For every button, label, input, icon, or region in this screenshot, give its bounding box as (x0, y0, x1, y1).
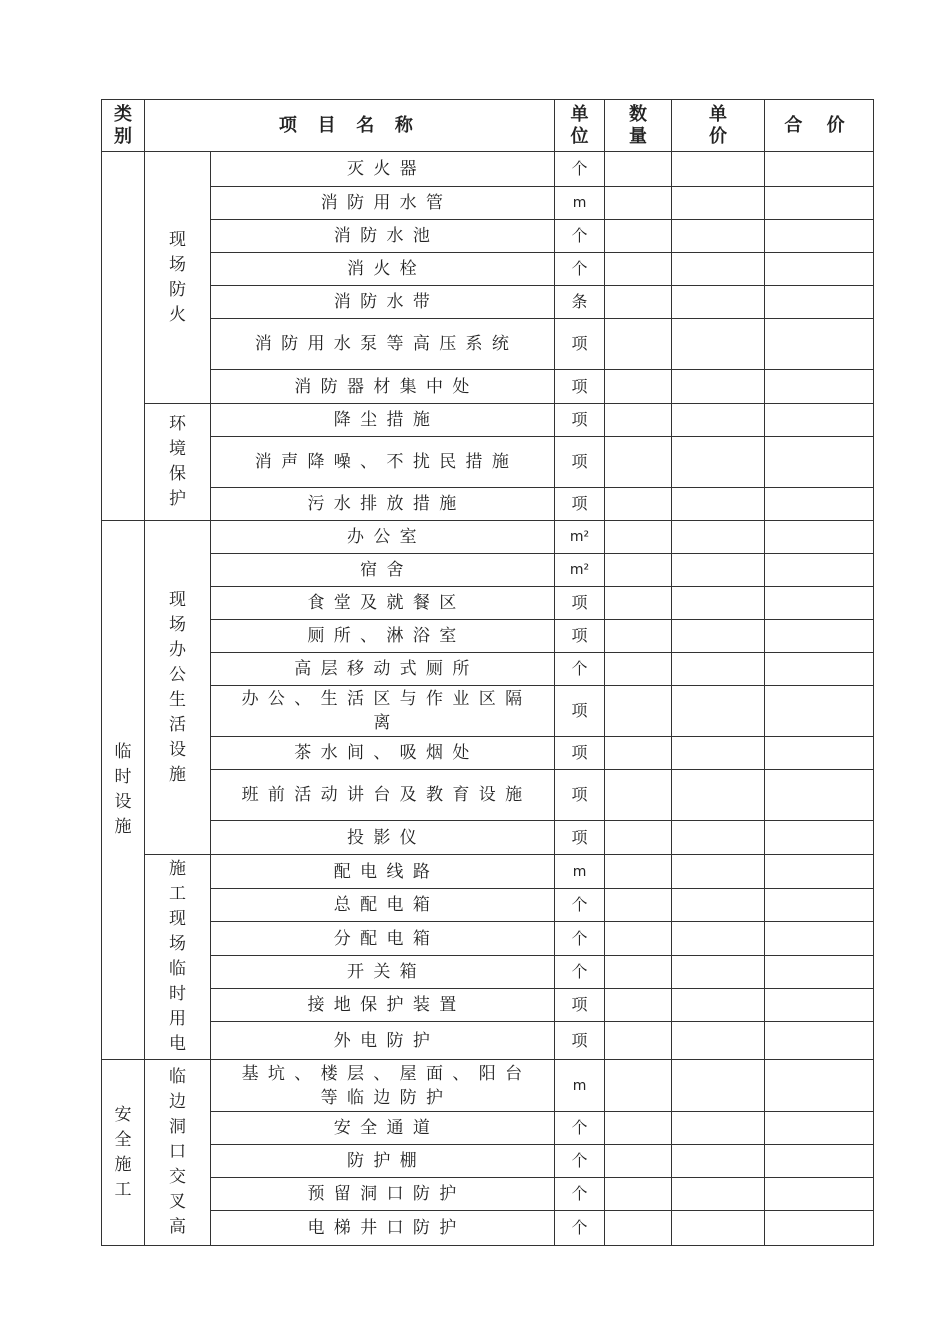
quantity-cell (605, 770, 672, 821)
unit-cell: 个 (555, 922, 605, 956)
subcategory-cell: 临 边 洞 口 交 叉 高 (145, 1060, 211, 1246)
item-name-cell: 污水排放措施 (211, 488, 555, 521)
category-cell (102, 152, 145, 521)
item-name-cell: 基坑、楼层、屋面、阳台等临边防护 (211, 1060, 555, 1112)
unit-price-cell (672, 1112, 765, 1145)
item-name-cell: 消防器材集中处 (211, 370, 555, 404)
total-cell (765, 1178, 874, 1211)
unit-cell: 项 (555, 1022, 605, 1060)
unit-cell: 项 (555, 488, 605, 521)
unit-price-cell (672, 187, 765, 220)
table-row (102, 686, 874, 737)
quantity-cell (605, 319, 672, 370)
unit-cell: 个 (555, 253, 605, 286)
unit-cell: 项 (555, 737, 605, 770)
item-name-cell: 办公、生活区与作业区隔离 (211, 686, 555, 737)
table-row (102, 737, 874, 770)
total-cell (765, 1145, 874, 1178)
unit-cell: 个 (555, 152, 605, 187)
unit-price-cell (672, 956, 765, 989)
total-cell (765, 1112, 874, 1145)
unit-price-cell (672, 404, 765, 437)
unit-price-cell (672, 1060, 765, 1112)
quantity-cell (605, 821, 672, 855)
unit-cell: 项 (555, 770, 605, 821)
total-cell (765, 253, 874, 286)
quantity-cell (605, 956, 672, 989)
unit-price-cell (672, 1178, 765, 1211)
table-row (102, 956, 874, 989)
table-row (102, 587, 874, 620)
table-row (102, 1145, 874, 1178)
item-name-cell: 办公室 (211, 521, 555, 554)
item-name-cell: 消防用水管 (211, 187, 555, 220)
item-name-cell: 消声降噪、不扰民措施 (211, 437, 555, 488)
total-cell (765, 220, 874, 253)
quantity-cell (605, 152, 672, 187)
total-cell (765, 653, 874, 686)
unit-price-cell (672, 989, 765, 1022)
unit-cell: 个 (555, 220, 605, 253)
total-cell (765, 770, 874, 821)
unit-cell: m² (555, 554, 605, 587)
total-cell (765, 187, 874, 220)
quantity-cell (605, 737, 672, 770)
table-row (102, 404, 874, 437)
unit-price-cell (672, 220, 765, 253)
quantity-cell (605, 1178, 672, 1211)
unit-price-cell (672, 319, 765, 370)
total-cell (765, 587, 874, 620)
unit-cell: m² (555, 521, 605, 554)
total-cell (765, 989, 874, 1022)
quantity-cell (605, 521, 672, 554)
unit-cell: 个 (555, 1145, 605, 1178)
table-row (102, 922, 874, 956)
total-cell (765, 737, 874, 770)
quantity-cell (605, 855, 672, 889)
item-name-cell: 宿舍 (211, 554, 555, 587)
unit-price-cell (672, 922, 765, 956)
unit-cell: m (555, 187, 605, 220)
item-name-cell: 配电线路 (211, 855, 555, 889)
quantity-cell (605, 437, 672, 488)
item-name-cell: 高层移动式厕所 (211, 653, 555, 686)
unit-price-cell (672, 686, 765, 737)
table-row (102, 1178, 874, 1211)
total-cell (765, 956, 874, 989)
quantity-cell (605, 187, 672, 220)
unit-cell: 个 (555, 1211, 605, 1246)
header-item-name: 项 目 名 称 (145, 100, 555, 152)
subcategory-cell: 施 工 现 场 临 时 用 电 (145, 855, 211, 1060)
unit-price-cell (672, 620, 765, 653)
unit-price-cell (672, 488, 765, 521)
quantity-cell (605, 587, 672, 620)
quantity-cell (605, 1060, 672, 1112)
table-row (102, 521, 874, 554)
item-name-cell: 分配电箱 (211, 922, 555, 956)
header-unit-price: 单 价 (672, 100, 765, 152)
item-name-cell: 预留洞口防护 (211, 1178, 555, 1211)
unit-cell: 项 (555, 620, 605, 653)
unit-price-cell (672, 587, 765, 620)
item-name-cell: 降尘措施 (211, 404, 555, 437)
total-cell (765, 922, 874, 956)
unit-price-cell (672, 889, 765, 922)
unit-cell: 个 (555, 889, 605, 922)
header-row (102, 100, 874, 152)
unit-cell: 项 (555, 404, 605, 437)
subcategory-cell: 环 境 保 护 (145, 404, 211, 521)
table-row (102, 152, 874, 187)
unit-price-cell (672, 437, 765, 488)
unit-price-cell (672, 152, 765, 187)
unit-cell: 条 (555, 286, 605, 319)
quantity-cell (605, 1211, 672, 1246)
header-category: 类 别 (102, 100, 145, 152)
item-name-cell: 安全通道 (211, 1112, 555, 1145)
unit-cell: 项 (555, 587, 605, 620)
quantity-cell (605, 554, 672, 587)
total-cell (765, 554, 874, 587)
item-name-cell: 茶水间、吸烟处 (211, 737, 555, 770)
table-row (102, 437, 874, 488)
table-row (102, 855, 874, 889)
quantity-cell (605, 253, 672, 286)
unit-cell: 项 (555, 370, 605, 404)
total-cell (765, 488, 874, 521)
item-name-cell: 外电防护 (211, 1022, 555, 1060)
total-cell (765, 821, 874, 855)
unit-price-cell (672, 370, 765, 404)
item-name-cell: 接地保护装置 (211, 989, 555, 1022)
table-body (102, 152, 874, 1246)
quantity-cell (605, 922, 672, 956)
unit-price-cell (672, 821, 765, 855)
quantity-cell (605, 1022, 672, 1060)
header-quantity: 数 量 (605, 100, 672, 152)
quantity-cell (605, 889, 672, 922)
cost-table (101, 99, 874, 1246)
quantity-cell (605, 1145, 672, 1178)
item-name-cell: 消防水带 (211, 286, 555, 319)
total-cell (765, 620, 874, 653)
item-name-cell: 消防水池 (211, 220, 555, 253)
total-cell (765, 1060, 874, 1112)
item-name-cell: 食堂及就餐区 (211, 587, 555, 620)
item-name-cell: 投影仪 (211, 821, 555, 855)
quantity-cell (605, 653, 672, 686)
subcategory-cell: 现 场 办 公 生 活 设 施 (145, 521, 211, 855)
unit-price-cell (672, 855, 765, 889)
table-row (102, 370, 874, 404)
item-name-cell: 班前活动讲台及教育设施 (211, 770, 555, 821)
header-total: 合 价 (765, 100, 874, 152)
total-cell (765, 437, 874, 488)
table-row (102, 253, 874, 286)
unit-price-cell (672, 1211, 765, 1246)
unit-price-cell (672, 286, 765, 319)
category-cell: 安 全 施 工 (102, 1060, 145, 1246)
item-name-cell: 总配电箱 (211, 889, 555, 922)
table-row (102, 1112, 874, 1145)
total-cell (765, 404, 874, 437)
table-row (102, 653, 874, 686)
item-name-cell: 消防用水泵等高压系统 (211, 319, 555, 370)
table-row (102, 220, 874, 253)
table-row (102, 1060, 874, 1112)
table-row (102, 1211, 874, 1246)
unit-price-cell (672, 1145, 765, 1178)
unit-price-cell (672, 737, 765, 770)
quantity-cell (605, 620, 672, 653)
unit-price-cell (672, 253, 765, 286)
unit-price-cell (672, 770, 765, 821)
unit-price-cell (672, 521, 765, 554)
total-cell (765, 152, 874, 187)
header-unit: 单 位 (555, 100, 605, 152)
total-cell (765, 855, 874, 889)
quantity-cell (605, 989, 672, 1022)
table-row (102, 187, 874, 220)
total-cell (765, 1211, 874, 1246)
table-row (102, 1022, 874, 1060)
table-row (102, 620, 874, 653)
table-row (102, 319, 874, 370)
unit-cell: 个 (555, 1112, 605, 1145)
table-row (102, 770, 874, 821)
total-cell (765, 1022, 874, 1060)
unit-cell: m (555, 855, 605, 889)
total-cell (765, 286, 874, 319)
item-name-cell: 消火栓 (211, 253, 555, 286)
total-cell (765, 370, 874, 404)
quantity-cell (605, 686, 672, 737)
table-row (102, 554, 874, 587)
unit-cell: 个 (555, 653, 605, 686)
unit-cell: m (555, 1060, 605, 1112)
total-cell (765, 686, 874, 737)
total-cell (765, 521, 874, 554)
unit-cell: 项 (555, 989, 605, 1022)
total-cell (765, 889, 874, 922)
table-row (102, 889, 874, 922)
table-row (102, 286, 874, 319)
unit-cell: 项 (555, 319, 605, 370)
subcategory-cell: 现 场 防 火 (145, 152, 211, 404)
quantity-cell (605, 370, 672, 404)
item-name-cell: 灭火器 (211, 152, 555, 187)
quantity-cell (605, 1112, 672, 1145)
unit-cell: 项 (555, 437, 605, 488)
unit-cell: 项 (555, 686, 605, 737)
total-cell (765, 319, 874, 370)
unit-price-cell (672, 554, 765, 587)
unit-cell: 项 (555, 821, 605, 855)
unit-price-cell (672, 1022, 765, 1060)
quantity-cell (605, 220, 672, 253)
unit-cell: 个 (555, 956, 605, 989)
item-name-cell: 电梯井口防护 (211, 1211, 555, 1246)
table-row (102, 821, 874, 855)
item-name-cell: 防护棚 (211, 1145, 555, 1178)
category-cell: 临 时 设 施 (102, 521, 145, 1060)
quantity-cell (605, 488, 672, 521)
unit-cell: 个 (555, 1178, 605, 1211)
table-row (102, 989, 874, 1022)
quantity-cell (605, 286, 672, 319)
item-name-cell: 厕所、淋浴室 (211, 620, 555, 653)
quantity-cell (605, 404, 672, 437)
unit-price-cell (672, 653, 765, 686)
item-name-cell: 开关箱 (211, 956, 555, 989)
table-row (102, 488, 874, 521)
